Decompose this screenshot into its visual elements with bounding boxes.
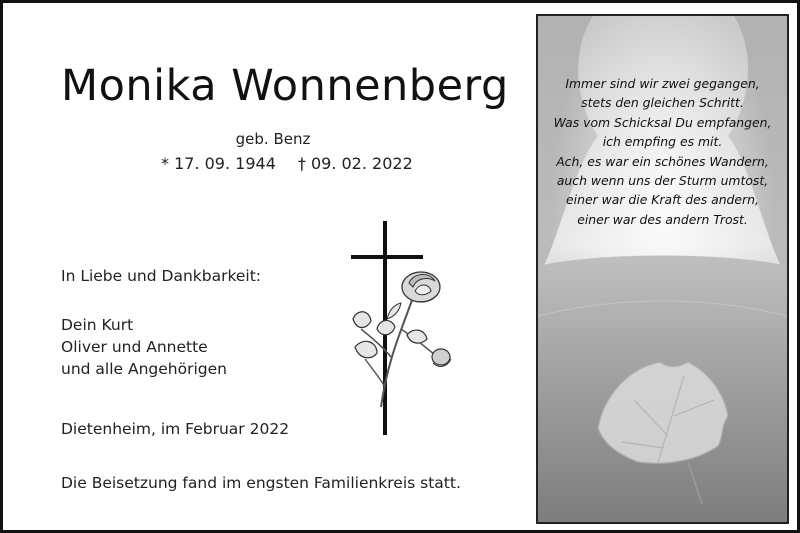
cross-with-rose-icon <box>343 217 463 439</box>
place-date: Dietenheim, im Februar 2022 <box>61 420 290 438</box>
deceased-name: Monika Wonnenberg <box>61 61 509 111</box>
mourner-line: Dein Kurt <box>61 316 134 334</box>
poem-line: einer war des andern Trost. <box>577 211 748 227</box>
poem-line: auch wenn uns der Sturm umtost, <box>556 173 769 189</box>
mourner-line: Oliver und Annette <box>61 338 208 356</box>
dedication: In Liebe und Dankbarkeit: <box>61 267 262 285</box>
poem-line: Ach, es war ein schönes Wandern, <box>556 153 769 169</box>
poem-line: stets den gleichen Schritt. <box>581 95 744 111</box>
memorial-photo <box>536 14 789 524</box>
poem-line: Was vom Schicksal Du empfangen, <box>553 114 772 130</box>
life-dates <box>161 154 413 173</box>
poem-line: ich empfing es mit. <box>602 134 723 150</box>
maiden-name: geb. Benz <box>235 130 311 148</box>
birth-date: * 17. 09. 1944 <box>161 154 276 173</box>
death-date: † 09. 02. 2022 <box>297 154 413 173</box>
poem <box>538 74 787 229</box>
funeral-note: Die Beisetzung fand im engsten Familienkreis statt. <box>61 474 461 492</box>
poem-line: einer war die Kraft des andern, <box>566 192 759 208</box>
poem-line: Immer sind wir zwei gegangen, <box>565 76 760 91</box>
mourner-line: und alle Angehörigen <box>61 360 227 378</box>
